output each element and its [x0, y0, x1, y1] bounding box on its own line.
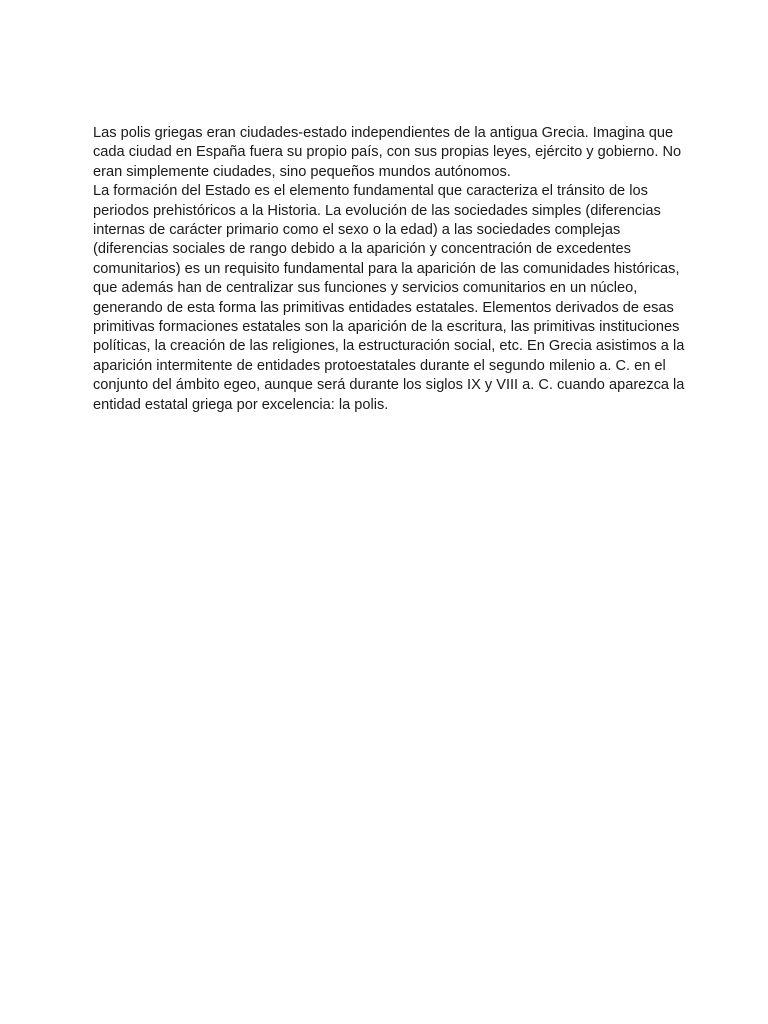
- paragraph-state-formation: La formación del Estado es el elemento fundamental que caracteriza el tránsito de los periodos prehistóricos a la Historia. La evolución de las sociedades simples (diferencias internas de carácter primario como el sexo o la edad) a las sociedades complejas (diferencias sociales de rango debido a la aparición y concentración de excedentes comunitarios) es un requisito fundamental para la aparición de las comunidades históricas, que además han de centralizar sus funciones y servicios comunitarios en un núcleo, generando de esta forma las primitivas entidades estatales. Elementos derivados de esas primitivas formaciones estatales son la aparición de la escritura, las primitivas instituciones políticas, la creación de las religiones, la estructuración social, etc. En Grecia asistimos a la aparición intermitente de entidades protoestatales durante el segundo milenio a. C. en el conjunto del ámbito egeo, aunque será durante los siglos IX y VIII a. C. cuando aparezca la entidad estatal griega por excelencia: la polis.: [93, 183, 685, 413]
- paragraph-intro: Las polis griegas eran ciudades-estado independientes de la antigua Grecia. Imagina que cada ciudad en España fuera su propio país, con sus propias leyes, ejército y gobierno. No eran simplemente ciudades, sino pequeños mundos autónomos.: [93, 125, 682, 180]
- document-body: [93, 124, 693, 415]
